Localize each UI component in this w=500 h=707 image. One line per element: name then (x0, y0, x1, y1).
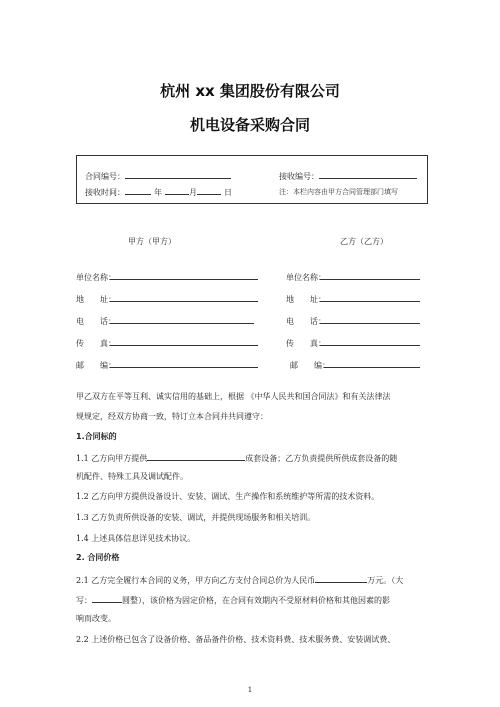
party-b-field-postcode (290, 359, 420, 371)
receive-number-row (279, 170, 417, 182)
document-title: 机电设备采购合同 (189, 116, 310, 134)
party-b-heading: 乙方（乙方） (340, 237, 388, 246)
party-b-label: 电 话： (286, 317, 326, 326)
company-name: 杭州 xx 集团股份有限公司 (160, 82, 340, 100)
party-b-label: 地 址： (286, 295, 326, 304)
clause-2-1-line-3: 响而改变。 (76, 614, 116, 623)
clause-text: 1.1 乙方向甲方提供 (76, 454, 148, 463)
clause-text: 万元。（大 (367, 576, 404, 585)
party-a-blank[interactable] (110, 337, 258, 346)
party-b-field-address (286, 293, 420, 305)
day-label: 日 (224, 188, 232, 197)
party-a-heading: 甲方（甲方） (128, 237, 176, 246)
party-a-blank[interactable] (110, 293, 258, 302)
party-a-label: 传 真： (76, 339, 116, 348)
clause-2-1-line-1 (76, 574, 403, 586)
contract-number-label: 合同编号： (85, 172, 125, 181)
intro-line-1: 甲乙双方在平等互利、诚实信用的基础上，根据 《中华人民共和国合同法》和有关法律法 (76, 392, 391, 401)
party-b-field-name (286, 271, 420, 283)
receive-time-label: 接收时间： (85, 188, 125, 197)
party-b-blank[interactable] (320, 271, 420, 280)
clause-2-1-line-2 (76, 594, 390, 606)
party-a-field-name (76, 271, 258, 283)
intro-line-2: 规规定，经双方协商一致，特订立本合同并共同遵守： (76, 412, 268, 421)
contract-number-row (85, 170, 231, 182)
receive-number-blank[interactable] (319, 170, 417, 179)
box-note: 注：本栏内容由甲方合同管理部门填写 (279, 188, 398, 196)
year-blank[interactable] (125, 186, 151, 195)
party-b-blank[interactable] (320, 293, 420, 302)
party-b-blank[interactable] (320, 337, 420, 346)
receive-number-label: 接收编号： (279, 172, 319, 181)
party-b-blank[interactable] (320, 315, 420, 324)
section-1-heading: 1.合同标的 (76, 432, 117, 441)
receive-time-row (85, 186, 232, 198)
clause-text: 写： (76, 596, 92, 605)
party-b-label: 邮 编： (290, 361, 330, 370)
clause-1-4: 1.4 上述具体信息详见技术协议。 (76, 534, 196, 543)
party-a-label: 电 话： (76, 317, 116, 326)
clause-2-2: 2.2 上述价格已包含了设备价格、备品备件价格、技术资料费、技术服务费、安装调试费、 (76, 635, 396, 644)
day-blank[interactable] (197, 186, 221, 195)
month-blank[interactable] (165, 186, 189, 195)
party-a-field-fax (76, 337, 258, 349)
registration-box (76, 155, 428, 204)
party-a-label: 地 址： (76, 295, 116, 304)
clause-text: 圆整），该价格为固定价格，在合同有效期内不受原材料价格和其他因素的影 (122, 596, 390, 605)
clause-1-1-line-2: 机配件、特殊工具及调试配件。 (76, 472, 188, 481)
party-a-blank[interactable] (110, 315, 254, 324)
party-b-label: 单位名称： (286, 273, 326, 282)
party-b-blank[interactable] (324, 359, 420, 368)
party-a-label: 邮 编： (76, 361, 116, 370)
price-words-blank[interactable] (92, 594, 122, 603)
party-a-label: 单位名称： (76, 273, 116, 282)
page-number: 1 (247, 686, 253, 694)
party-b-field-phone (286, 315, 420, 327)
clause-text: 成套设备；乙方负责提供所供成套设备的随 (245, 454, 398, 463)
price-amount-blank[interactable] (315, 574, 367, 583)
month-label: 月 (189, 188, 197, 197)
party-b-label: 传 真： (286, 339, 326, 348)
party-a-blank[interactable] (110, 359, 258, 368)
party-a-blank[interactable] (110, 271, 258, 280)
clause-1-1-line-1 (76, 452, 397, 464)
party-a-field-postcode (76, 359, 258, 371)
contract-number-blank[interactable] (125, 170, 231, 179)
clause-1-3: 1.3 乙方负责所供设备的安装、调试，并提供现场服务和相关培训。 (76, 513, 316, 522)
party-a-field-address (76, 293, 258, 305)
party-b-field-fax (286, 337, 420, 349)
year-label: 年 (154, 188, 162, 197)
equipment-name-blank[interactable] (147, 452, 245, 461)
party-a-field-phone (76, 315, 254, 327)
clause-text: 2.1 乙方完全履行本合同的义务，甲方向乙方支付合同总价为人民币 (76, 576, 316, 585)
clause-1-2: 1.2 乙方向甲方提供设备设计、安装、调试、生产操作和系统维护等所需的技术资料。 (76, 492, 380, 501)
section-2-heading: 2. 合同价格 (76, 553, 120, 562)
